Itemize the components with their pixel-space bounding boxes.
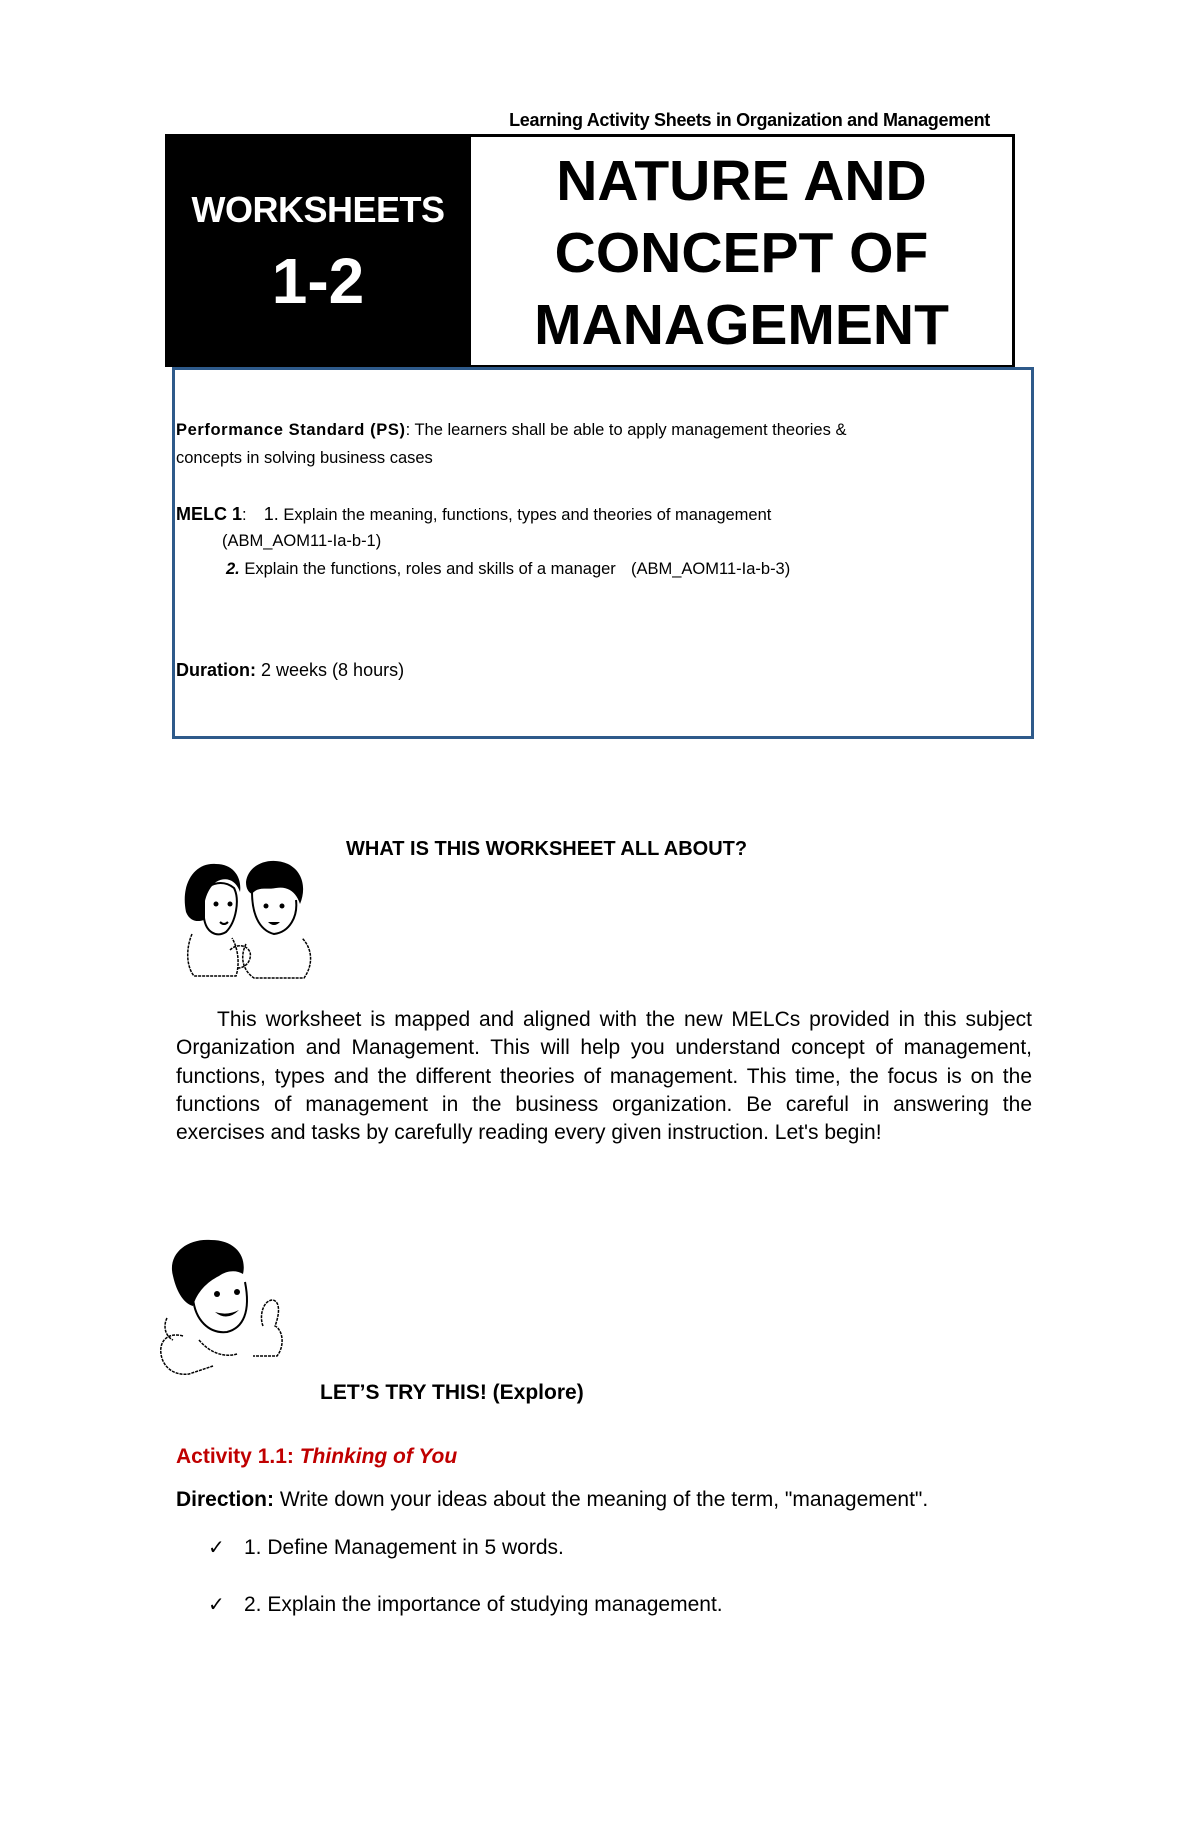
activity-item-2-text: 2. Explain the importance of studying management. [244,1593,723,1616]
direction-line [176,1488,928,1512]
title-block [471,134,1015,368]
melc-item-1-code: (ABM_AOM11-Ia-b-1) [222,532,382,550]
about-heading: WHAT IS THIS WORKSHEET ALL ABOUT? [346,838,748,860]
melc-item-2-number: 2. [226,560,240,578]
title-line-3: MANAGEMENT [534,293,949,357]
melc-line-2 [226,560,790,579]
activity-item-1 [208,1535,564,1560]
title-line-1: NATURE AND [556,149,927,213]
activity-label: Activity 1.1: [176,1445,294,1468]
worksheets-label: WORKSHEETS [191,189,445,230]
activity-item-1-text: 1. Define Management in 5 words. [244,1536,564,1559]
melc-item-1-text: Explain the meaning, functions, types and theories of management [278,506,772,524]
performance-standard-text: The learners shall be able to apply management theories & [410,421,847,439]
performance-standard-line [176,421,846,440]
page-title [471,145,1012,361]
check-icon: ✓ [208,1537,225,1559]
melc-item-2-text: Explain the functions, roles and skills of a manager [239,560,616,578]
worksheets-block [165,134,471,367]
direction-text: Write down your ideas about the meaning of the term, "management". [274,1488,929,1511]
two-children-talking-illustration [176,852,321,980]
melc-item-1-number: 1. [263,504,279,524]
direction-label: Direction: [176,1488,275,1511]
performance-standard-colon: : [405,421,411,439]
melc-line-1 [176,504,771,525]
boy-thumbs-up-illustration [153,1236,298,1384]
worksheets-number: 1-2 [271,245,365,317]
duration-value: 2 weeks (8 hours) [261,660,405,680]
activity-item-2 [208,1592,723,1617]
melc-item-2-code: (ABM_AOM11-Ia-b-3) [631,560,791,578]
about-paragraph [176,1006,1032,1147]
check-icon: ✓ [208,1594,225,1616]
performance-standard-label: Performance Standard (PS) [176,421,406,439]
duration-label: Duration: [176,660,256,680]
activity-name: Thinking of You [299,1445,458,1468]
duration-line [176,660,404,681]
performance-standard-line-2: concepts in solving business cases [176,449,433,467]
melc-colon: : [242,506,247,524]
explore-heading: LET’S TRY THIS! (Explore) [320,1381,584,1404]
running-header: Learning Activity Sheets in Organization and Management [509,110,990,130]
activity-title [176,1445,457,1469]
title-line-2: CONCEPT OF [554,221,929,285]
about-paragraph-text: This worksheet is mapped and aligned with the new MELCs provided in this subject Organization and Management. This will help you understand concept of management, functions, types and the different theories of management. This time, the focus is on the functions of management in the business organization. Be careful in answering the exercises and tasks by carefully reading every given instruction. Let's begin! [176,1008,1032,1145]
melc-label: MELC 1 [176,504,243,524]
